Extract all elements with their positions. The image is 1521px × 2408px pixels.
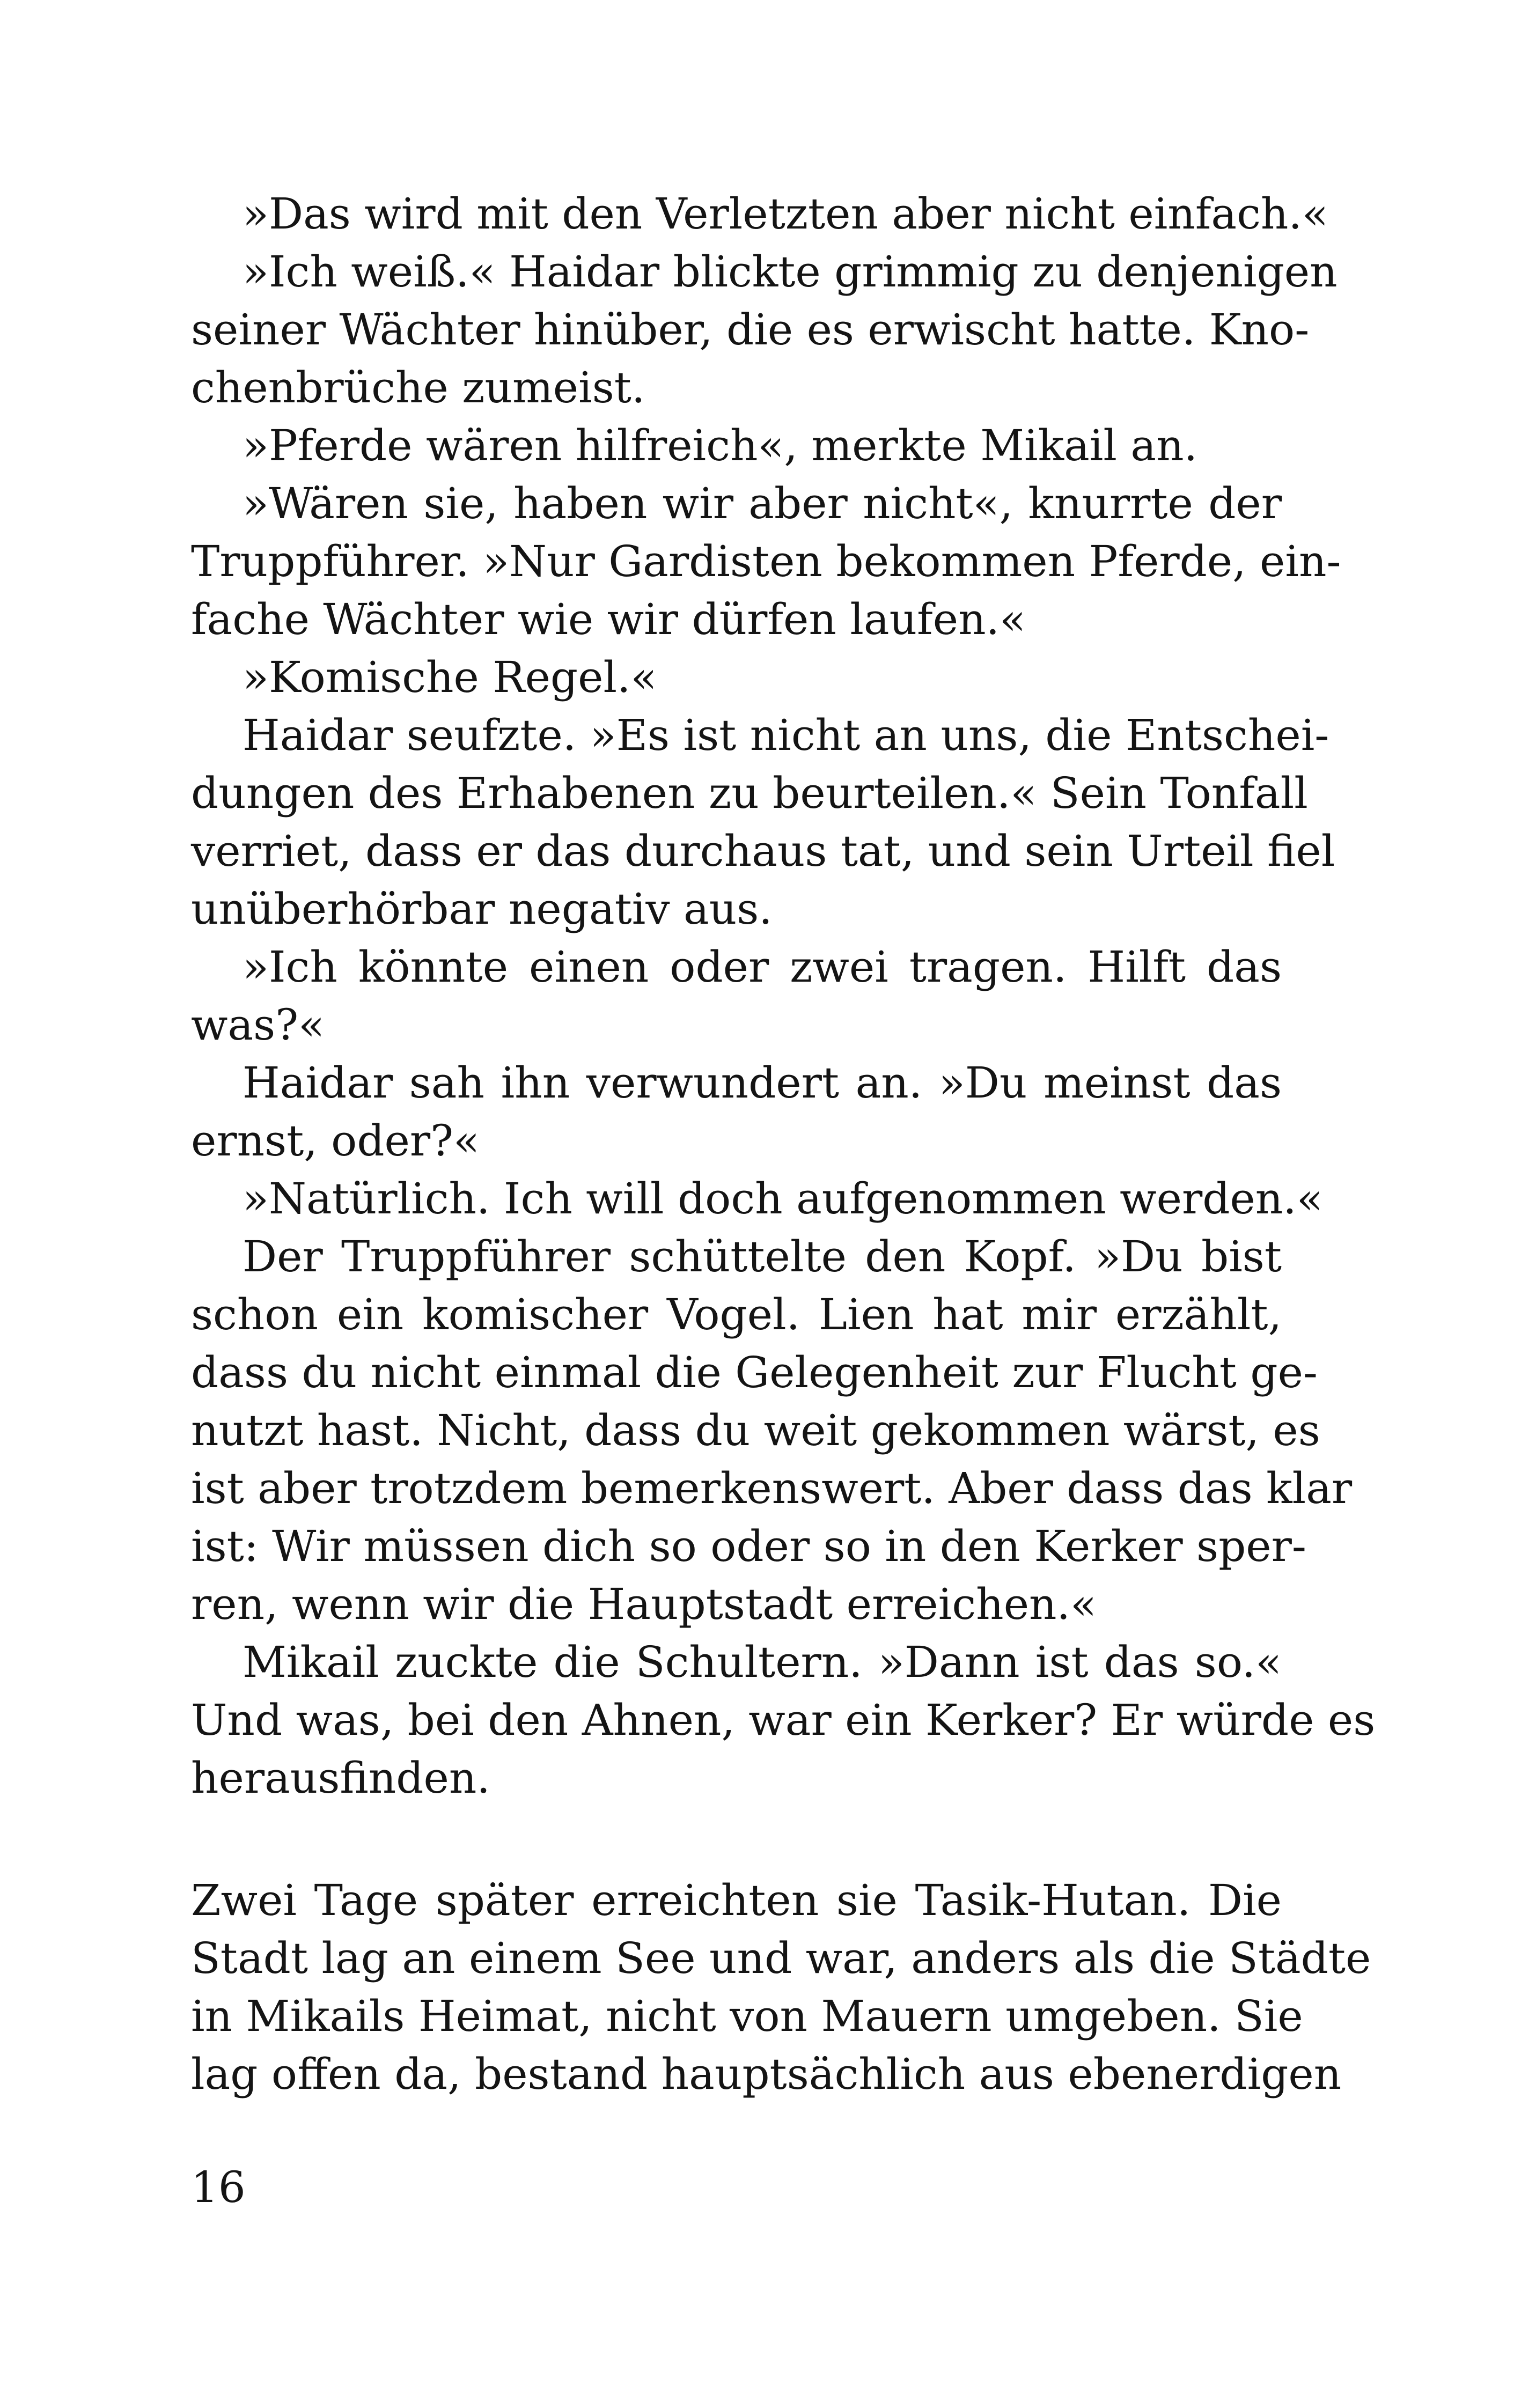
text-line: Truppführer. »Nur Gardisten bekommen Pferde, ein- — [191, 536, 1341, 586]
text-line: unüberhörbar negativ aus. — [191, 884, 773, 934]
text-line: dass du nicht einmal die Gelegenheit zur Flucht ge- — [191, 1347, 1318, 1397]
text-line: was?« — [191, 1000, 325, 1050]
text-line: »Wären sie, haben wir aber nicht«, knurrte der — [243, 478, 1282, 528]
text-line: fache Wächter wie wir dürfen laufen.« — [191, 594, 1026, 644]
text-line: ernst, oder?« — [191, 1116, 480, 1166]
text-line: »Das wird mit den Verletzten aber nicht einfach.« — [243, 189, 1328, 239]
text-line: Haidar sah ihn verwundert an. »Du meinst das — [243, 1058, 1282, 1108]
text-line: herausfinden. — [191, 1753, 490, 1803]
text-line: Zwei Tage später erreichten sie Tasik-Hutan. Die — [191, 1875, 1282, 1925]
text-line: chenbrüche zumeist. — [191, 363, 645, 413]
text-line: Stadt lag an einem See und war, anders als die Städte — [191, 1933, 1371, 1983]
text-line: Der Truppführer schüttelte den Kopf. »Du bist — [243, 1232, 1282, 1282]
text-line: Mikail zuckte die Schultern. »Dann ist das so.« — [243, 1637, 1282, 1687]
text-line: in Mikails Heimat, nicht von Mauern umgeben. Sie — [191, 1991, 1303, 2041]
text-line: verriet, dass er das durchaus tat, und sein Urteil fiel — [191, 826, 1335, 876]
text-line: »Ich könnte einen oder zwei tragen. Hilft das — [243, 942, 1282, 992]
text-line: seiner Wächter hinüber, die es erwischt hatte. Kno- — [191, 305, 1310, 355]
text-line: lag offen da, bestand hauptsächlich aus ebenerdigen — [191, 2049, 1342, 2099]
text-line: Haidar seufzte. »Es ist nicht an uns, die Entschei- — [243, 710, 1329, 760]
text-line: »Komische Regel.« — [243, 652, 657, 702]
text-line: ist aber trotzdem bemerkenswert. Aber dass das klar — [191, 1463, 1353, 1513]
text-line: dungen des Erhabenen zu beurteilen.« Sein Tonfall — [191, 768, 1308, 818]
text-line: nutzt hast. Nicht, dass du weit gekommen wärst, es — [191, 1405, 1320, 1455]
text-line: ren, wenn wir die Hauptstadt erreichen.« — [191, 1579, 1097, 1629]
text-line: Und was, bei den Ahnen, war ein Kerker? Er würde es — [191, 1695, 1376, 1745]
text-line: schon ein komischer Vogel. Lien hat mir erzählt, — [191, 1290, 1282, 1339]
text-line: »Pferde wären hilfreich«, merkte Mikail an. — [243, 421, 1198, 470]
text-line: »Natürlich. Ich will doch aufgenommen werden.« — [243, 1174, 1323, 1224]
page-number: 16 — [191, 2162, 246, 2212]
text-line: ist: Wir müssen dich so oder so in den Kerker sper- — [191, 1521, 1306, 1571]
text-line: »Ich weiß.« Haidar blickte grimmig zu denjenigen — [243, 247, 1338, 297]
